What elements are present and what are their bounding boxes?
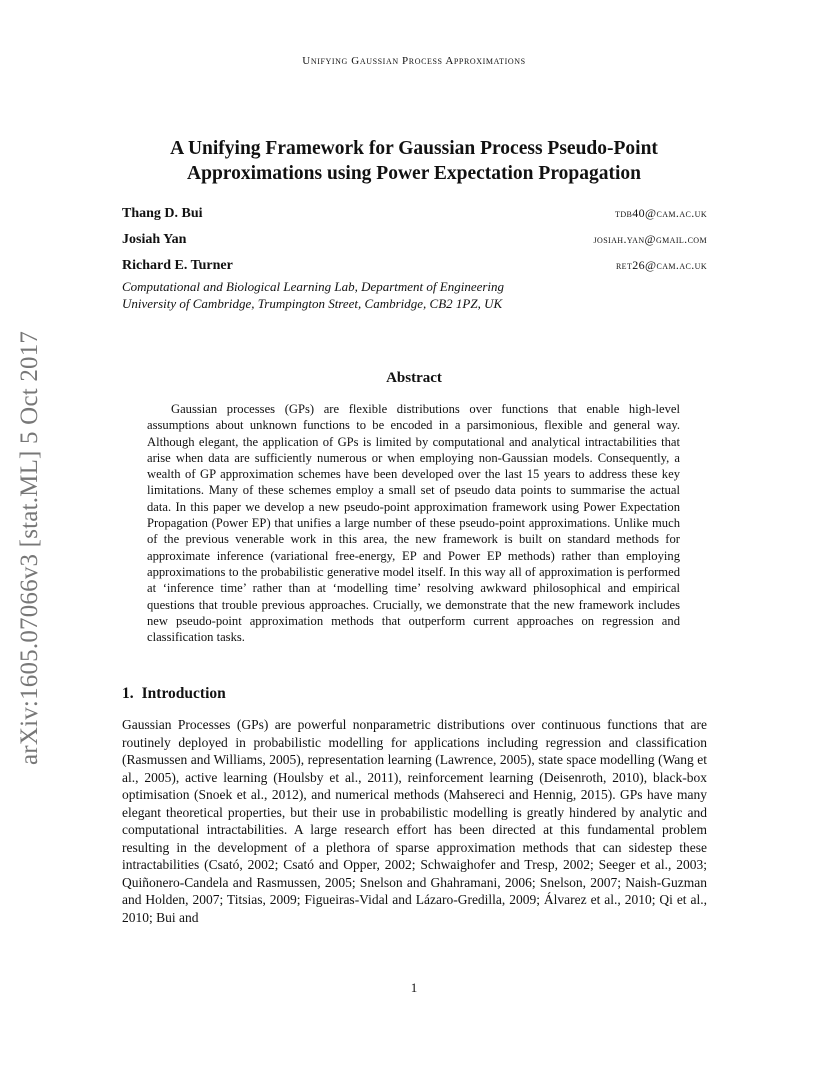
introduction-text: Gaussian Processes (GPs) are powerful nonparametric distributions over continuous functions that are routinely deployed in probabilistic modelling for applications including regression and classification (Rasmussen and Williams, 2005), representation learning (Lawrence, 2005), state space modelling (Wang et al., 2005), active learning (Houlsby et al., 2011), reinforcement learning (Deisenroth, 2010), black-box optimisation (Snoek et al., 2012), and numerical methods (Mahsereci and Hennig, 2015). GPs have many elegant theoretical properties, but their use in probabilistic modelling is greatly hindered by analytic and computational intractabilities. A large research effort has been directed at this fundamental problem resulting in the development of a plethora of sparse approximation methods that can sidestep these intractabilities (Csató, 2002; Csató and Opper, 2002; Schwaighofer and Tresp, 2002; Seeger et al., 2003; Quiñonero-Candela and Rasmussen, 2005; Snelson and Ghahramani, 2006; Snelson, 2007; Naish-Guzman and Holden, 2007; Titsias, 2009; Figueiras-Vidal and Lázaro-Gredilla, 2009; Álvarez et al., 2010; Qi et al., 2010; Bui and bbox=[122, 717, 707, 925]
author-row bbox=[122, 232, 707, 258]
abstract-heading: Abstract bbox=[386, 370, 442, 386]
author-email: josiah.yan@gmail.com bbox=[593, 232, 707, 246]
title-line: A Unifying Framework for Gaussian Process Pseudo-Point bbox=[170, 138, 658, 159]
author-name: Thang D. Bui bbox=[122, 206, 203, 221]
affiliation-line: University of Cambridge, Trumpington Street, Cambridge, CB2 1PZ, UK bbox=[122, 296, 503, 311]
author-email: ret26@cam.ac.uk bbox=[615, 258, 707, 272]
author-name: Josiah Yan bbox=[122, 232, 187, 247]
section-number: 1. bbox=[122, 685, 134, 702]
paper-title bbox=[100, 136, 728, 186]
page-number: 1 bbox=[410, 980, 418, 995]
abstract-text: Gaussian processes (GPs) are flexible distributions over functions that enable high-level assumptions about unknown functions to be encoded in a parsimonious, flexible and general way. Although elegant, the application of GPs is limited by computational and analytical intractabilities that arise when data are sufficiently numerous or when employing non-Gaussian models. Consequently, a wealth of GP approximation schemes have been developed over the last 15 years to address these key limitations. Many of these schemes employ a small set of pseudo data points to summarise the actual data. In this paper we develop a new pseudo-point approximation framework using Power Expectation Propagation (Power EP) that unifies a large number of these pseudo-point approximations. Unlike much of the previous venerable work in this area, the new framework is built on standard methods for approximate inference (variational free-energy, EP and Power EP methods) rather than employing approximations to the probabilistic generative model itself. In this way all of approximation is performed at ‘inference time’ rather than at ‘modelling time’ resolving awkward philosophical and empirical questions that trouble previous approaches. Crucially, we demonstrate that the new framework includes new pseudo-point approximation methods that outperform current approaches on regression and classification tasks. bbox=[147, 402, 680, 645]
author-block bbox=[122, 206, 707, 312]
author-email: tdb40@cam.ac.uk bbox=[615, 206, 707, 220]
section-heading bbox=[122, 685, 226, 703]
title-line: Approximations using Power Expectation Propagation bbox=[187, 163, 641, 184]
arxiv-identifier-stamp: arXiv:1605.07066v3 [stat.ML] 5 Oct 2017 bbox=[16, 330, 43, 765]
running-head: Unifying Gaussian Process Approximations bbox=[302, 55, 526, 67]
author-name: Richard E. Turner bbox=[122, 258, 233, 273]
section-title: Introduction bbox=[141, 685, 226, 702]
affiliation bbox=[122, 278, 707, 312]
affiliation-line: Computational and Biological Learning Lab, Department of Engineering bbox=[122, 279, 505, 294]
author-row bbox=[122, 206, 707, 232]
